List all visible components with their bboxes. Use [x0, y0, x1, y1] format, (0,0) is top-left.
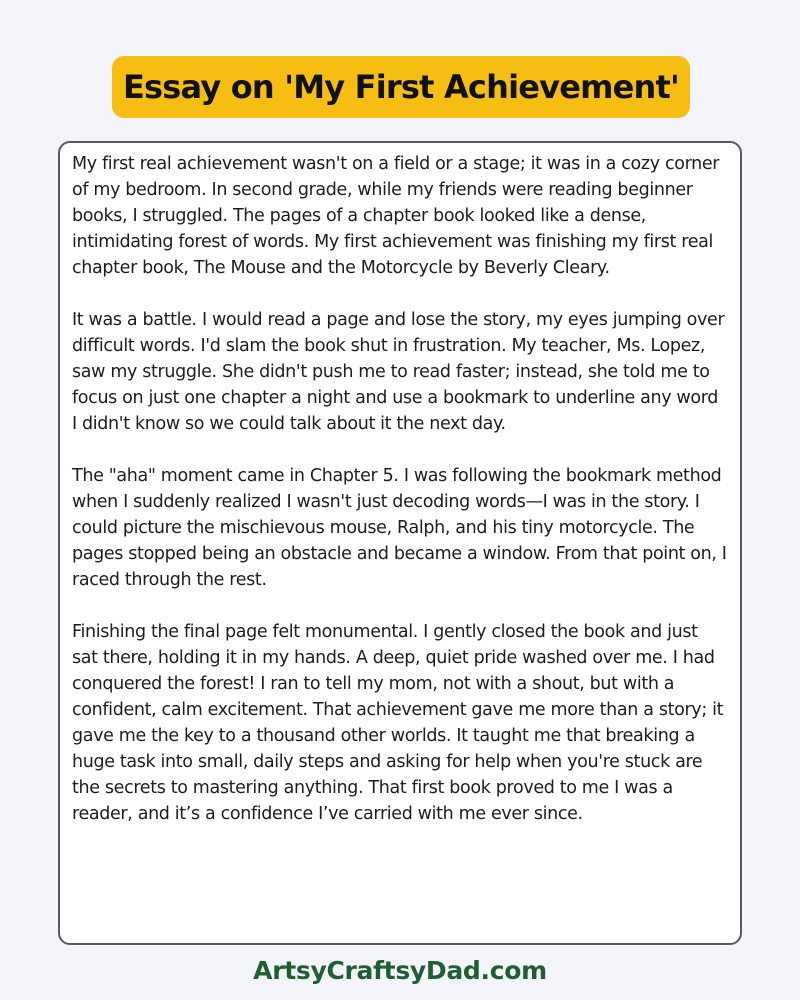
essay-paragraph-2: It was a battle. I would read a page and lose the story, my eyes jumping over difficult words. I'd slam the book shut in frustration. My teacher, Ms. Lopez, saw my struggle. She didn't push me to read faster; instead, she told me to focus on just one chapter a night and use a bookmark to underline any word I didn't know so we could talk about it the next day.: [72, 310, 725, 434]
essay-paragraph-4: Finishing the final page felt monumental. I gently closed the book and just sat there, holding it in my hands. A deep, quiet pride washed over me. I had conquered the forest! I ran to tell my mom, not with a shout, but with a confident, calm excitement. That achievement gave me more than a story; it gave me the key to a thousand other worlds. It taught me that breaking a huge task into small, daily steps and asking for help when you're stuck are the secrets to mastering anything. That first book proved to me I was a reader, and it’s a confidence I’ve carried with me ever since.: [72, 622, 724, 824]
essay-card: [58, 141, 742, 945]
essay-paragraph-1: My first real achievement wasn't on a field or a stage; it was in a cozy corner of my bedroom. In second grade, while my friends were reading beginner books, I struggled. The pages of a chapter book looked like a dense, intimidating forest of words. My first achievement was finishing my first real chapter book, The Mouse and the Motorcycle by Beverly Cleary.: [72, 154, 720, 278]
footer-website: ArtsyCraftsyDad.com: [253, 956, 547, 985]
page-title: Essay on 'My First Achievement': [122, 68, 680, 106]
title-banner: [112, 56, 690, 118]
essay-paragraph-3: The "aha" moment came in Chapter 5. I was following the bookmark method when I suddenly realized I wasn't just decoding words—I was in the story. I could picture the mischievous mouse, Ralph, and his tiny motorcycle. The pages stopped being an obstacle and became a window. From that point on, I raced through the rest.: [72, 466, 727, 590]
